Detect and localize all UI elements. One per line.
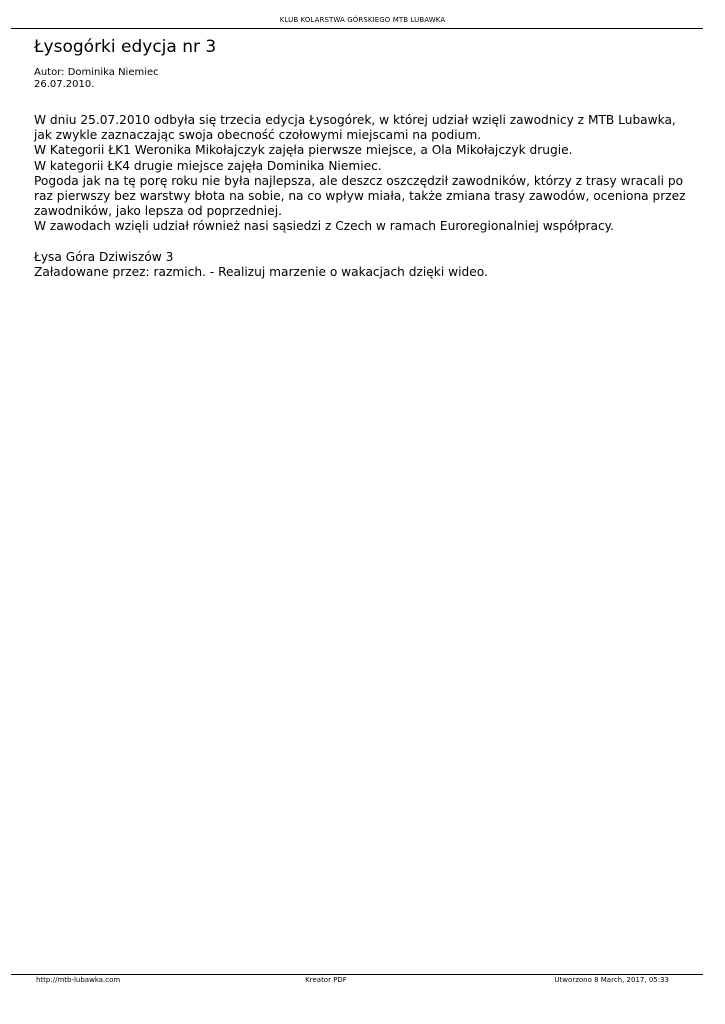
article-paragraph: W zawodach wzięli udział również nasi sąsiedzi z Czech w ramach Euroregionalniej współpracy. (34, 219, 615, 234)
article-paragraph: W kategorii ŁK4 drugie miejsce zajęła Dominika Niemiec. (34, 158, 382, 173)
site-header: KLUB KOLARSTWA GÓRSKIEGO MTB LUBAWKA (279, 16, 446, 24)
footer-generator: Kreator PDF (305, 976, 347, 984)
video-title: Łysa Góra Dziwiszów 3 (34, 249, 174, 264)
article-paragraph: W Kategorii ŁK1 Weronika Mikołajczyk zajęła pierwsze miejsce, a Ola Mikołajczyk drugie. (34, 143, 573, 158)
footer-created: Utworzono 8 March, 2017, 05:33 (554, 976, 669, 984)
article-paragraph: W dniu 25.07.2010 odbyła się trzecia edycja Łysogórek, w której udział wzięli zawodnicy z MTB Lubawka, jak zwykle zaznaczając swoja obecność czołowymi miejscami na podium. (34, 113, 676, 143)
author-line: Autor: Dominika Niemiec (34, 67, 159, 78)
article-body (34, 113, 694, 280)
footer-url: http://mtb-lubawka.com (36, 976, 121, 984)
video-caption: Załadowane przez: razmich. - Realizuj marzenie o wakacjach dzięki wideo. (34, 265, 488, 280)
header-divider (11, 28, 703, 29)
article-date: 26.07.2010. (34, 79, 95, 90)
article-meta (34, 67, 159, 91)
footer-divider (11, 974, 703, 975)
paragraph-spacer (34, 235, 694, 250)
article-title: Łysogórki edycja nr 3 (34, 37, 217, 57)
article-paragraph: Pogoda jak na tę porę roku nie była najlepsza, ale deszcz oszczędził zawodników, którzy z trasy wracali po raz pierwszy bez warstwy błota na sobie, na co wpływ miała, także zmiana trasy zawodów, oceniona przez zawodników, jako lepsza od poprzedniej. (34, 173, 686, 219)
